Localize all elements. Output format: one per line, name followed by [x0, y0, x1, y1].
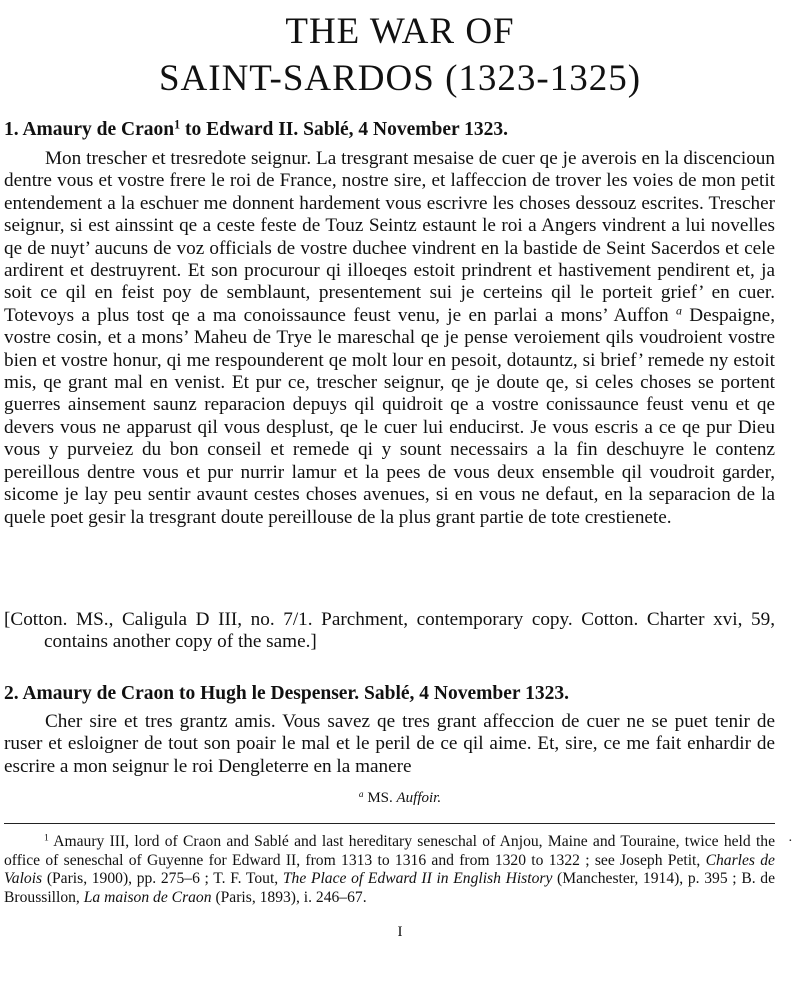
letter-1-number: 1. [4, 119, 19, 140]
letter-1-text-part-1: Mon trescher et tresredote seignur. La tresgrant mesaise de cuer qe je averois en la discencioun dentre vous et vostre frere le roi de France, nostre sire, et laffeccion de trover les voies de mon petit entendement a la eschuer me donnent hardement vous escrivre les choses dessouz escrites. Trescher seignur, si est ainssint qe a ceste feste de Touz Seintz estaunt le roi a Angers vindrent a lui novelles qe de nuyt’ aucuns de voz officials de vostre duchee vindrent en la bastide de Seint Sacerdos et cele ardirent et destruyrent. Et son procurour qi illoeqes estoit prindrent et hastivement pendirent et, ja soit ce qil en feist poy de semblaunt, presentement sui je certeins qil le porteit grief’ en cuer. Totevoys a plus tost qe a ma conoissaunce feust venu, je en parlai a mons’ Auffon [4, 148, 775, 326]
footnote-divider [4, 823, 775, 824]
footnote-title-maison-de-craon: La maison de Craon [83, 888, 212, 906]
variant-note-reading: Auffoir. [396, 790, 442, 806]
footnote-text-4: (Paris, 1893), i. 246–67. [215, 888, 367, 906]
letter-2-heading-text: Amaury de Craon to Hugh le Despenser. Sablé, 4 November 1323. [22, 683, 569, 704]
letter-1-source-note: [Cotton. MS., Caligula D III, no. 7/1. Parchment, contemporary copy. Cotton. Charter xvi, 59, contains another copy of the same.] [4, 609, 775, 653]
footnote-text-1: Amaury III, lord of Craon and Sablé and last hereditary seneschal of Anjou, Maine and Touraine, twice held the office of seneschal of Guyenne for Edward II, from 1313 to 1316 and from 1320 to 1322 ; see Joseph Petit, [4, 833, 775, 869]
footnote-reference[interactable]: 1 [174, 117, 181, 132]
footnote-1 [4, 833, 775, 907]
letter-1-heading-author: Amaury de Craon [22, 119, 175, 140]
letter-2-body: Cher sire et tres grantz amis. Vous savez qe tres grant affeccion de cuer ne se puet tenir de ruser et esloigner de tout son poair le mal et le peril de ce qil aime. Et, sire, ce me fait enhardir de escrire a mon seignur le roi Dengleterre en la manere [4, 711, 775, 777]
letter-2-number: 2. [4, 683, 19, 704]
footnote-text-2: (Paris, 1900), pp. 275–6 ; T. F. Tout, [46, 870, 279, 888]
variant-note-reference[interactable]: a [675, 303, 682, 318]
footnote-title-place-of-edward: The Place of Edward II in English History [282, 870, 553, 888]
footnote-text-3: (Manchester, 1914), p. 395 ; B. de Broussillon, [4, 870, 776, 906]
letter-2-heading [4, 684, 794, 704]
letter-1-heading [4, 117, 794, 140]
variant-note-label: MS. [367, 790, 393, 806]
footnote-mark: 1 [44, 832, 49, 844]
letter-1-text-part-2: Despaigne, vostre cosin, et a mons’ Maheu de Trye le mareschal qe je pense veroiement qils voudroient vostre bien et vostre honur, qi me respounderent qe molt lour en pesoit, dotauntz, si brief’ remede ny estoit mis, qe grant mal en venist. Et pur ce, trescher seignur, qe je doute qe, si celes choses se portent guerres ainsement saunz reparacion depuys qil quidroit qe a vostre conissaunce feust venu et qe devers vous ne apparust qil vous desplust, qe le cuer lui enducirst. Je vous escris a ce qe pur Dieu vous y purveiez du bon conseil et remede qi y sount necessairs a la fin deschuyre le contenz pereillous dentre vous et pur nurrir lamur et la pees de vous deux ensemble qil voudroit garder, sicome je lay peu sentir avaunt cestes choses avenues, si en vous ne defaut, en la separacion de la quele poet gesir la tresgrant doute pereillouse de la plus grant partie de tote crestienete. [4, 304, 776, 528]
title-line-2: SAINT-SARDOS (1323-1325) [158, 58, 642, 99]
variant-note [0, 790, 800, 807]
margin-dot: · [788, 834, 793, 849]
letter-1-body [4, 148, 775, 529]
title-line-1: THE WAR OF [285, 11, 515, 52]
page-number: I [397, 924, 403, 940]
footnote-title-charles-de-valois: Charles de Valois [4, 851, 775, 888]
letter-1-heading-rest: to Edward II. Sablé, 4 November 1323. [185, 119, 509, 140]
variant-note-mark: a [358, 789, 364, 800]
